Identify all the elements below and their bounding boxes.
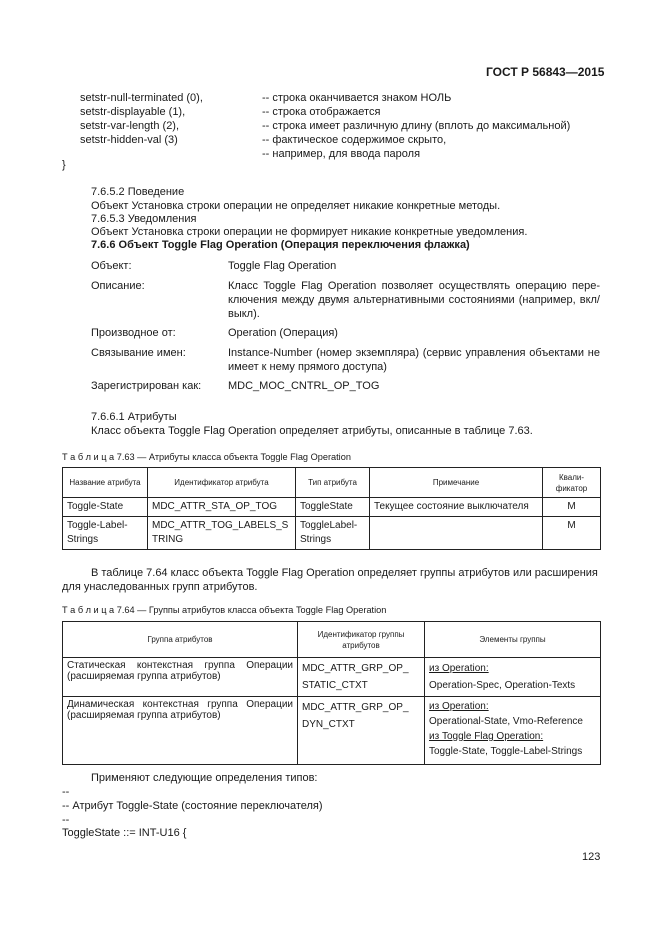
table-cell: [370, 517, 543, 550]
column-header: Тип атрибута: [296, 468, 370, 498]
section-heading: 7.6.5.2 Поведение: [91, 186, 185, 198]
def-label: Описание:: [91, 280, 145, 292]
table-row: [63, 517, 601, 550]
table-cell: [63, 697, 298, 765]
enum-name: setstr-displayable (1),: [80, 106, 186, 118]
section-heading: 7.6.6.1 Атрибуты: [91, 411, 177, 423]
table-cell: [63, 658, 298, 697]
table-row: [63, 498, 601, 517]
code-line: -- Атрибут Toggle-State (состояние переключателя): [62, 800, 323, 812]
code-line: ToggleState ::= INT-U16 {: [62, 827, 187, 839]
def-value: Toggle Flag Operation: [228, 260, 337, 272]
enum-comment: -- например, для ввода пароля: [262, 148, 421, 160]
table-row: [63, 697, 601, 765]
table-cell: ToggleLabel-Strings: [296, 517, 370, 550]
def-value: Класс Toggle Flag Operation позволяет осуществлять операцию пере-: [228, 280, 600, 292]
column-header: Квали-фикатор: [543, 468, 601, 498]
code-line: --: [62, 786, 70, 798]
def-value: ключения между двумя альтернативными состояниями (например, вкл/: [228, 294, 600, 306]
group-element-line: Operational-State, Vmo-Reference: [429, 716, 583, 727]
section-heading-bold: 7.6.6 Объект Toggle Flag Operation (Операция переключения флажка): [91, 239, 470, 251]
table-cell: [298, 658, 425, 697]
def-value: имеет к нему прямого доступа): [228, 361, 387, 373]
def-value: Instance-Number (номер экземпляра) (сервис управления объектами не: [228, 347, 600, 359]
group-id-line: MDC_ATTR_GRP_OP_: [302, 663, 409, 674]
group-name-line: (расширяемая группа атрибутов): [67, 710, 221, 721]
paragraph-line: В таблице 7.64 класс объекта Toggle Flag Operation определяет группы атрибутов или расширения: [91, 567, 598, 579]
enum-name: setstr-null-terminated (0),: [80, 92, 203, 104]
table-cell: ToggleState: [296, 498, 370, 517]
attributes-table: [62, 467, 601, 550]
code-line: --: [62, 814, 70, 826]
paragraph-line: для унаследованных групп атрибутов.: [62, 581, 258, 593]
section-heading: 7.6.5.3 Уведомления: [91, 213, 197, 225]
attribute-groups-table: [62, 621, 601, 765]
group-name-line: Статическая контекстная группа Операции: [67, 660, 293, 671]
enum-name: setstr-var-length (2),: [80, 120, 180, 132]
enum-name: setstr-hidden-val (3): [80, 134, 178, 146]
page-header-title: ГОСТ Р 56843—2015: [486, 65, 605, 79]
table-cell: Toggle-Label-Strings: [63, 517, 148, 550]
group-name-line: Динамическая контекстная группа Операции: [67, 699, 293, 710]
table-cell: M: [543, 498, 601, 517]
table-cell: [425, 658, 601, 697]
group-element-line: Toggle-State, Toggle-Label-Strings: [429, 746, 583, 757]
group-element-line: Operation-Spec, Operation-Texts: [429, 680, 576, 691]
table-row: [63, 658, 601, 697]
table-caption: Т а б л и ц а 7.64 — Группы атрибутов класса объекта Toggle Flag Operation: [62, 605, 387, 615]
table-cell: M: [543, 517, 601, 550]
column-header: Группа атрибутов: [63, 622, 298, 658]
def-label: Производное от:: [91, 327, 176, 339]
table-cell: Текущее состояние выключателя: [370, 498, 543, 517]
enum-comment: -- строка имеет различную длину (вплоть до максимальной): [262, 120, 571, 132]
section-text: Объект Установка строки операции не определяет никакие конкретные методы.: [91, 200, 501, 212]
group-id-line: STATIC_CTXT: [302, 680, 368, 691]
column-header: Название атрибута: [63, 468, 148, 498]
group-element-line: из Operation:: [429, 663, 489, 674]
column-header: Элементы группы: [425, 622, 601, 658]
section-text: Класс объекта Toggle Flag Operation определяет атрибуты, описанные в таблице 7.63.: [91, 425, 533, 437]
group-element-line: из Toggle Flag Operation:: [429, 731, 544, 742]
column-header: Идентификатор атрибута: [148, 468, 296, 498]
table-cell: [425, 697, 601, 765]
page-number: 123: [582, 851, 601, 863]
table-cell: [298, 697, 425, 765]
closing-brace: }: [62, 159, 66, 171]
def-value: Operation (Операция): [228, 327, 338, 339]
group-id-line: MDC_ATTR_GRP_OP_: [302, 702, 409, 713]
def-label: Зарегистрирован как:: [91, 380, 202, 392]
column-header: Идентификатор группы атрибутов: [298, 622, 425, 658]
table-cell: MDC_ATTR_STA_OP_TOG: [148, 498, 296, 517]
group-id-line: DYN_CTXT: [302, 719, 355, 730]
enum-comment: -- строка оканчивается знаком НОЛЬ: [262, 92, 452, 104]
def-value: выкл).: [228, 308, 260, 320]
table-cell: MDC_ATTR_TOG_LABELS_STRING: [148, 517, 296, 550]
group-name-line: (расширяемая группа атрибутов): [67, 671, 221, 682]
enum-comment: -- фактическое содержимое скрыто,: [262, 134, 447, 146]
section-text: Объект Установка строки операции не формирует никакие конкретные уведомления.: [91, 226, 528, 238]
group-element-line: из Operation:: [429, 701, 489, 712]
def-label: Связывание имен:: [91, 347, 186, 359]
table-cell: Toggle-State: [63, 498, 148, 517]
def-value: MDC_MOC_CNTRL_OP_TOG: [228, 380, 380, 392]
column-header: Примечание: [370, 468, 543, 498]
typedefs-intro: Применяют следующие определения типов:: [91, 772, 318, 784]
enum-comment: -- строка отображается: [262, 106, 381, 118]
def-label: Объект:: [91, 260, 132, 272]
table-caption: Т а б л и ц а 7.63 — Атрибуты класса объекта Toggle Flag Operation: [62, 452, 351, 462]
